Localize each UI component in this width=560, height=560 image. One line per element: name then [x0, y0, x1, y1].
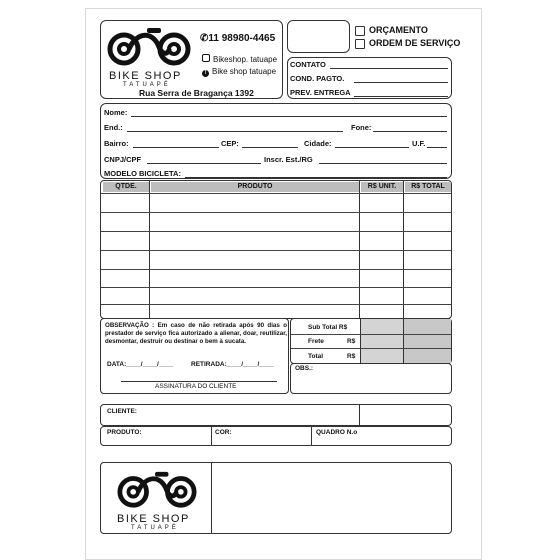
table-row[interactable] — [101, 193, 451, 194]
col-produto-header: PRODUTO — [151, 182, 359, 192]
stub-produto-label[interactable]: PRODUTO: — [107, 429, 142, 436]
obs-label: OBS.: — [295, 365, 314, 372]
fone-line[interactable] — [373, 131, 447, 132]
cidade-line[interactable] — [335, 147, 409, 148]
bike-logo-icon — [107, 25, 191, 67]
contato-line[interactable] — [330, 68, 448, 69]
bairro-label: Bairro: — [104, 139, 129, 148]
cidade-label: Cidade: — [304, 139, 332, 148]
col-unit-header: R$ UNIT. — [361, 182, 403, 192]
footer-brand-name: BIKE SHOP — [117, 513, 190, 525]
orcamento-label: ORÇAMENTO — [369, 25, 428, 35]
col-qtde-header: QTDE. — [103, 182, 149, 192]
end-line[interactable] — [127, 131, 343, 132]
observation-text: OBSERVAÇÃO : Em caso de não retirada após 90 dias o prestador de serviço fica autorizado a alienar, doar, reutilizar, desmontar, destruir ou destinar o bem à sucata. — [105, 322, 287, 345]
cond-pagto-line[interactable] — [354, 82, 448, 83]
retirada-field[interactable]: RETIRADA:____/____/____ — [191, 361, 274, 368]
customer-box — [100, 103, 452, 179]
contact-box — [287, 57, 452, 99]
facebook-icon: f — [202, 70, 209, 77]
signature-label: ASSINATURA DO CLIENTE — [155, 383, 237, 390]
bairro-line[interactable] — [133, 147, 219, 148]
phone-number: ✆11 98980-4465 — [200, 33, 276, 44]
frete-label: Frete — [308, 338, 324, 345]
prev-entrega-label: PREV. ENTREGA — [290, 88, 351, 97]
table-row[interactable] — [101, 269, 451, 270]
instagram-line: Bikeshop. tatuape — [202, 54, 277, 64]
totals-divider — [403, 319, 404, 363]
ordem-servico-checkbox[interactable] — [355, 39, 365, 49]
stub-cliente-label: CLIENTE: — [107, 408, 137, 415]
blank-number-box — [287, 20, 350, 53]
table-row[interactable] — [101, 250, 451, 251]
facebook-line: f Bike shop tatuape — [202, 67, 276, 77]
contato-label: CONTATO — [290, 60, 326, 69]
ordem-servico-label: ORDEM DE SERVIÇO — [369, 38, 461, 48]
shop-address: Rua Serra de Bragança 1392 — [139, 88, 254, 98]
stub-produto-box — [100, 426, 452, 446]
cond-pagto-label: COND. PAGTO. — [290, 74, 345, 83]
header-logo-box — [100, 20, 283, 99]
table-row[interactable] — [101, 212, 451, 213]
table-row[interactable] — [101, 287, 451, 288]
subtotal-label: Sub Total R$ — [308, 324, 348, 331]
modelo-label: MODELO BICICLETA: — [104, 169, 181, 178]
table-row[interactable] — [101, 304, 451, 305]
end-label: End.: — [104, 123, 123, 132]
orcamento-checkbox[interactable] — [355, 26, 365, 36]
col-total-header: R$ TOTAL — [405, 182, 451, 192]
uf-label: U.F. — [412, 139, 426, 148]
footer-box — [100, 462, 452, 534]
inscr-line[interactable] — [319, 163, 447, 164]
prev-entrega-line[interactable] — [354, 96, 448, 97]
modelo-line[interactable] — [185, 177, 447, 178]
stub-quadro-label[interactable]: QUADRO N.o — [316, 429, 358, 436]
bike-logo-icon — [117, 469, 197, 509]
footer-divider — [211, 463, 212, 533]
total-label: Total — [308, 353, 324, 360]
cep-label: CEP: — [221, 139, 239, 148]
totals-box — [290, 318, 452, 364]
brand-subtitle: TATUAPÉ — [123, 82, 171, 88]
instagram-icon — [202, 54, 210, 62]
cep-line[interactable] — [242, 147, 298, 148]
obs-box[interactable] — [290, 363, 452, 394]
nome-line[interactable] — [131, 116, 447, 117]
stub-cliente-box[interactable] — [100, 404, 452, 426]
nome-label: Nome: — [104, 108, 128, 117]
stub-divider — [211, 427, 212, 445]
observation-box — [100, 318, 289, 394]
table-row[interactable] — [101, 231, 451, 232]
data-field[interactable]: DATA:____/____/____ — [107, 361, 174, 368]
totals-shading — [403, 319, 451, 363]
totals-divider — [360, 319, 361, 363]
cnpj-label: CNPJ/CPF — [104, 155, 142, 164]
frete-currency: R$ — [347, 338, 356, 345]
cnpj-line[interactable] — [147, 163, 261, 164]
product-table — [100, 180, 452, 319]
stub-divider — [359, 405, 360, 425]
phone-icon: ✆ — [200, 33, 209, 44]
stub-divider — [311, 427, 312, 445]
fone-label: Fone: — [351, 123, 372, 132]
total-currency: R$ — [347, 353, 356, 360]
totals-row-line — [291, 334, 451, 335]
footer-brand-subtitle: TATUAPÉ — [131, 525, 179, 531]
signature-line[interactable] — [121, 381, 277, 382]
stub-cor-label[interactable]: COR: — [215, 429, 232, 436]
inscr-label: Inscr. Est./RG — [264, 155, 313, 164]
totals-shading — [360, 319, 403, 363]
brand-name: BIKE SHOP — [109, 70, 182, 82]
totals-row-line — [291, 348, 451, 349]
uf-line[interactable] — [427, 147, 447, 148]
